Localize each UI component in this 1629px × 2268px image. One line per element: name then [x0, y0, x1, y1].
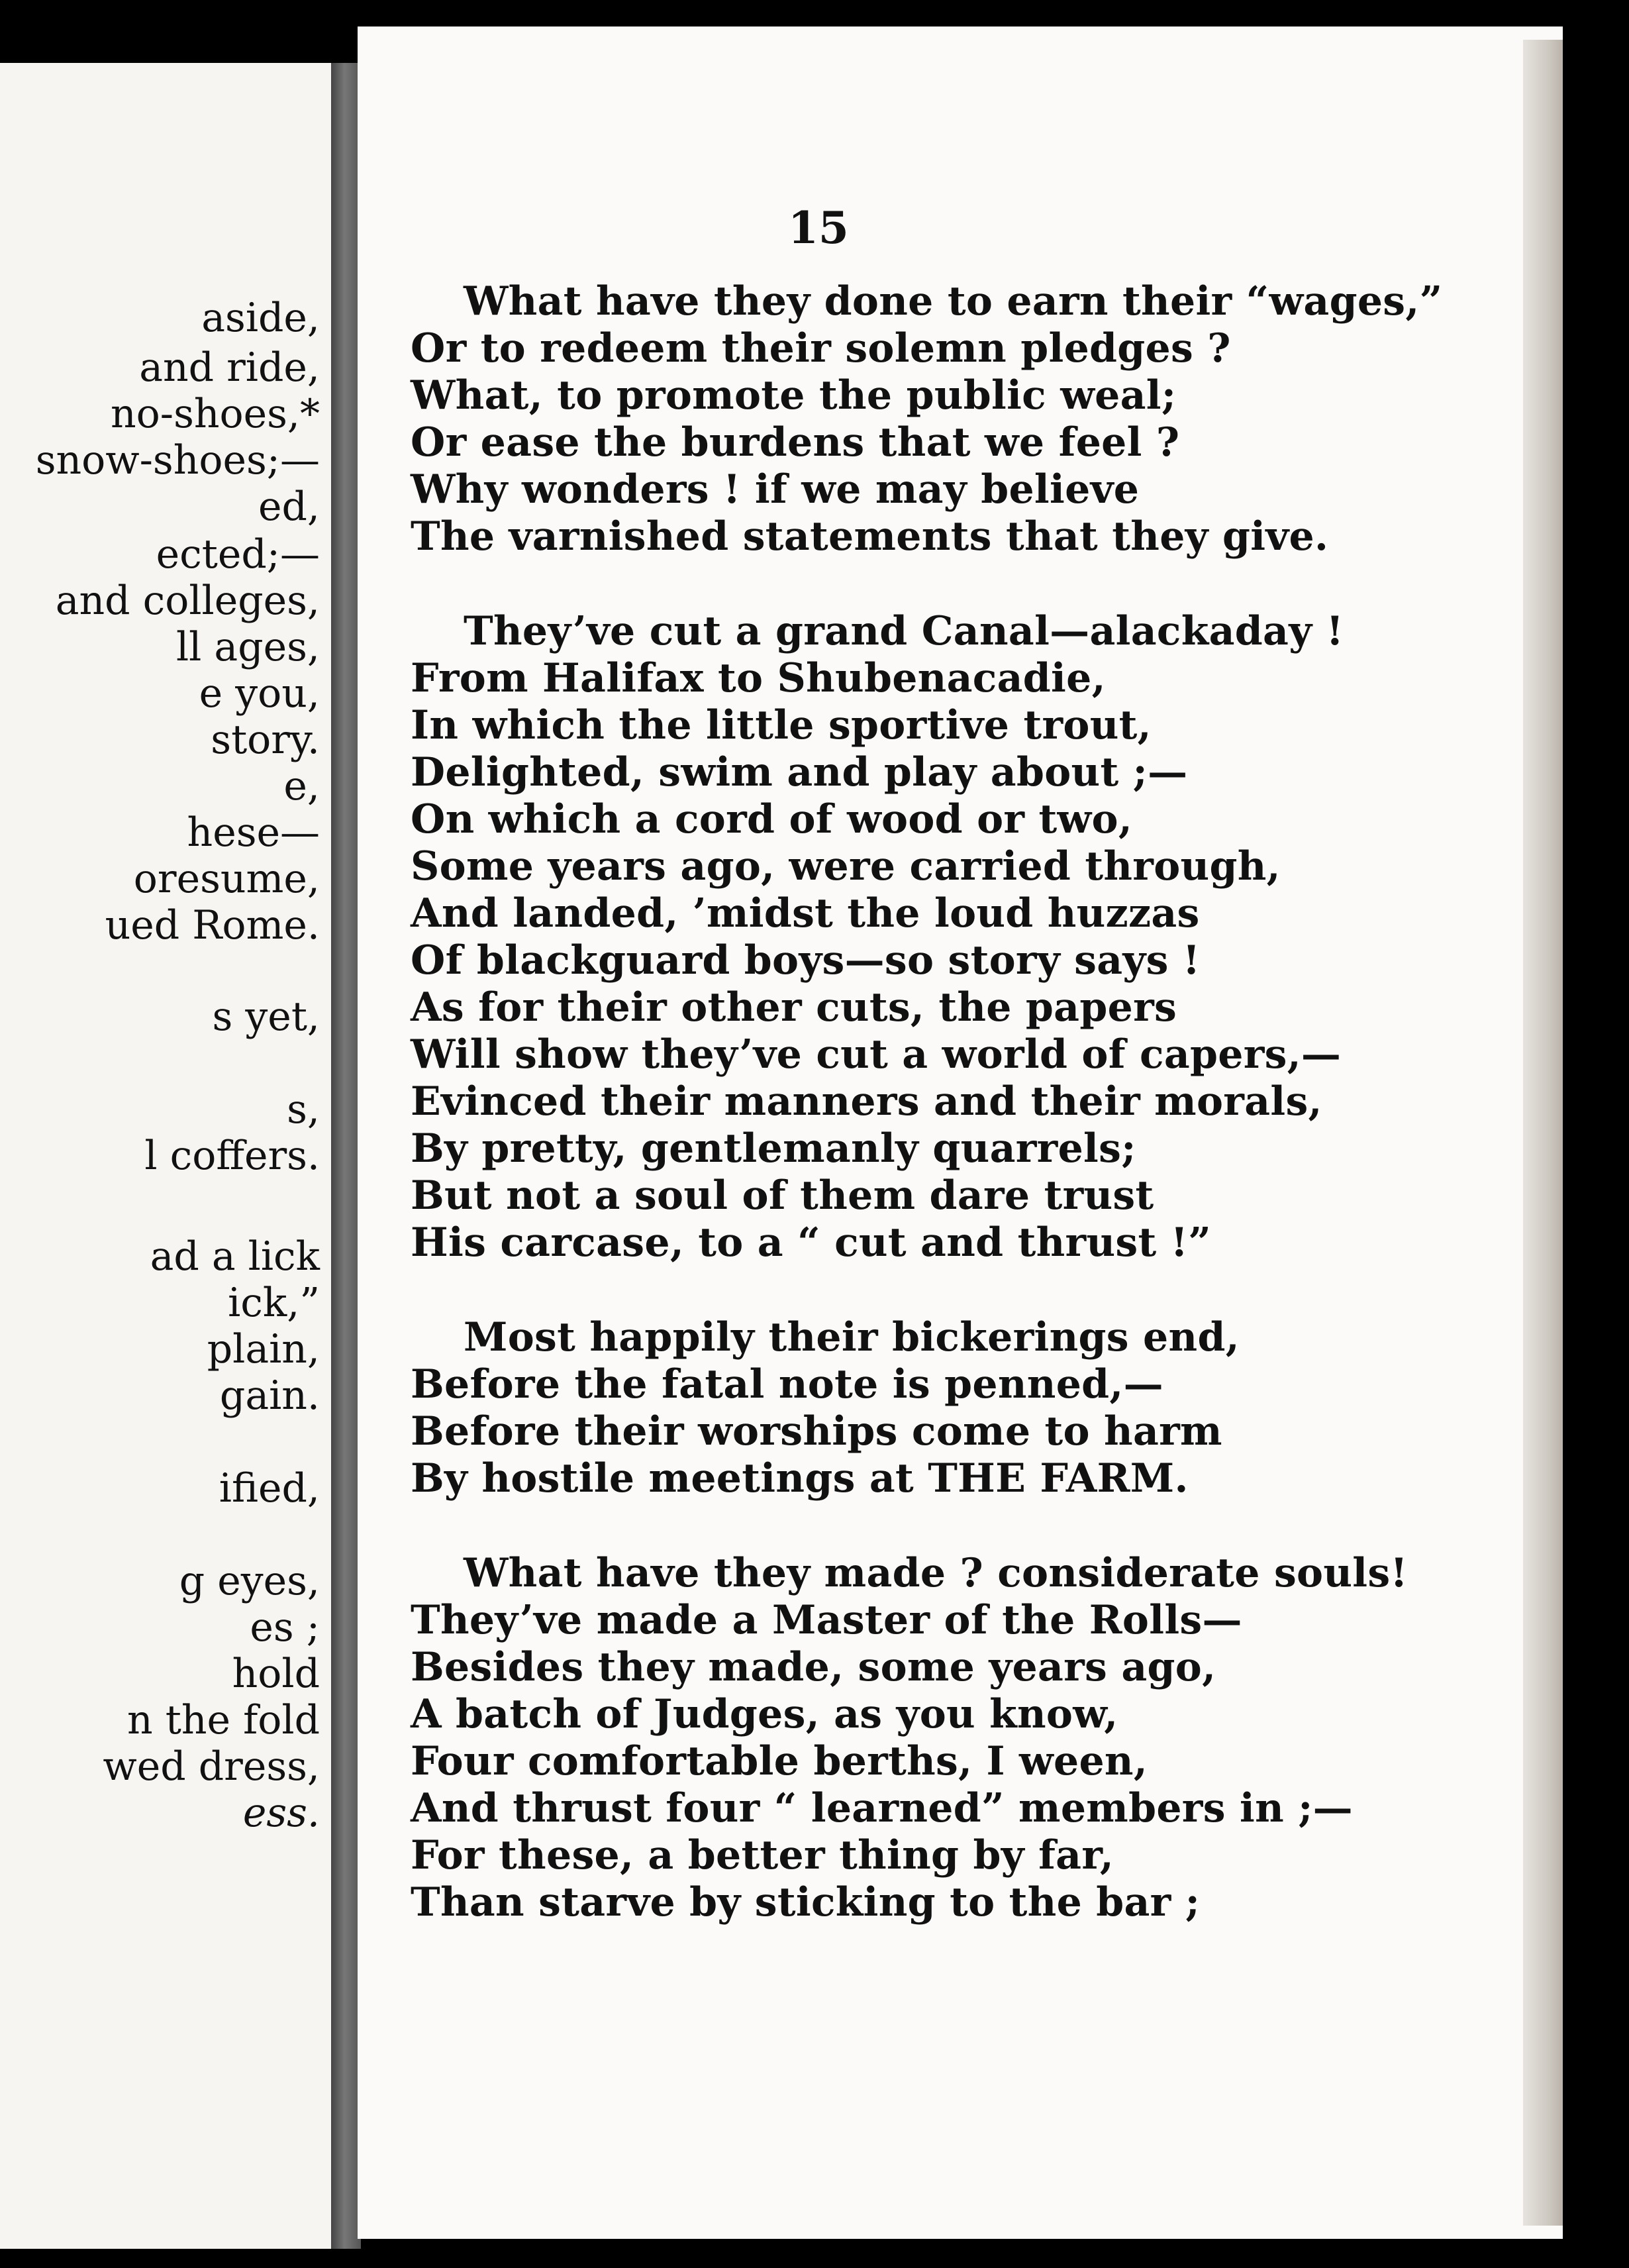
poem — [411, 278, 1503, 1974]
verse-line: Before the fatal note is penned,— — [411, 1361, 1163, 1408]
left-fragment: oresume, — [133, 856, 320, 902]
verse-line: Some years ago, were carried through, — [411, 843, 1281, 890]
verse-line: From Halifax to Shubenacadie, — [411, 655, 1106, 701]
verse-line: But not a soul of them dare trust — [411, 1172, 1154, 1219]
page-edge — [1523, 40, 1563, 2226]
left-fragment: ed, — [258, 484, 320, 530]
left-fragment: and ride, — [139, 344, 320, 391]
verse-line: His carcase, to a “ cut and thrust !” — [411, 1219, 1212, 1266]
left-fragment: ected;— — [156, 531, 320, 578]
left-fragment: e you, — [199, 670, 320, 717]
verse-line: Most happily their bickerings end, — [464, 1314, 1240, 1361]
verse-line: As for their other cuts, the papers — [411, 984, 1177, 1031]
verse-line: Evinced their manners and their morals, — [411, 1078, 1322, 1125]
left-fragment: aside, — [201, 295, 320, 341]
stanza — [411, 1550, 1503, 1926]
verse-line: By hostile meetings at THE FARM. — [411, 1455, 1189, 1502]
left-fragment: snow-shoes;— — [35, 437, 320, 484]
verse-line: The varnished statements that they give. — [411, 513, 1329, 560]
left-fragment: n the fold — [127, 1697, 320, 1743]
verse-line: What have they done to earn their “wages,” — [464, 278, 1443, 325]
left-fragment: hold — [232, 1651, 320, 1697]
left-fragment: ued Rome. — [105, 902, 320, 949]
left-fragment: hese— — [187, 809, 320, 856]
verse-line: On which a cord of wood or two, — [411, 796, 1133, 843]
verse-line: Delighted, swim and play about ;— — [411, 749, 1188, 796]
stanza — [411, 1314, 1503, 1502]
verse-line: Or ease the burdens that we feel ? — [411, 419, 1180, 466]
stanza — [411, 608, 1503, 1266]
left-fragment: ified, — [219, 1465, 320, 1512]
verse-line: In which the little sportive trout, — [411, 702, 1152, 748]
left-fragment: no-shoes,* — [111, 391, 320, 437]
verse-line: Four comfortable berths, I ween, — [411, 1738, 1148, 1784]
verse-line: Than starve by sticking to the bar ; — [411, 1879, 1201, 1926]
stanza — [411, 278, 1503, 560]
book-gutter — [331, 63, 361, 2249]
left-fragment: ad a lick — [150, 1233, 320, 1280]
verse-line: They’ve cut a grand Canal—alackaday ! — [464, 608, 1344, 654]
left-fragment: ick,” — [228, 1280, 320, 1326]
verse-line: And landed, ’midst the loud huzzas — [411, 890, 1200, 937]
page-number: 15 — [788, 202, 849, 254]
left-fragment: e, — [283, 763, 320, 809]
left-fragment: story. — [211, 717, 320, 763]
verse-line: Or to redeem their solemn pledges ? — [411, 325, 1231, 372]
left-fragment: plain, — [207, 1326, 320, 1372]
verse-line: Of blackguard boys—so story says ! — [411, 937, 1201, 984]
left-fragment: g eyes, — [179, 1558, 320, 1604]
left-fragment: s yet, — [212, 994, 320, 1040]
left-fragment: ess. — [242, 1790, 320, 1836]
left-fragment: es ; — [250, 1604, 320, 1651]
left-fragment: and colleges, — [55, 578, 320, 624]
left-fragment: ll ages, — [175, 624, 320, 670]
left-page — [0, 63, 341, 2249]
verse-line: A batch of Judges, as you know, — [411, 1691, 1118, 1737]
verse-line: By pretty, gentlemanly quarrels; — [411, 1125, 1136, 1172]
left-fragment: wed dress, — [103, 1743, 320, 1790]
verse-line: Will show they’ve cut a world of capers,— — [411, 1031, 1342, 1078]
verse-line: For these, a better thing by far, — [411, 1832, 1114, 1879]
verse-line: What, to promote the public weal; — [411, 372, 1177, 419]
verse-line: Why wonders ! if we may believe — [411, 466, 1140, 513]
verse-line: They’ve made a Master of the Rolls— — [411, 1597, 1242, 1643]
verse-line: What have they made ? considerate souls! — [464, 1550, 1408, 1596]
verse-line: And thrust four “ learned” members in ;— — [411, 1785, 1353, 1831]
left-fragment: gain. — [219, 1372, 320, 1419]
left-fragment: s, — [287, 1086, 320, 1133]
verse-line: Besides they made, some years ago, — [411, 1644, 1216, 1690]
left-fragment: l coffers. — [144, 1133, 320, 1179]
verse-line: Before their worships come to harm — [411, 1408, 1222, 1455]
